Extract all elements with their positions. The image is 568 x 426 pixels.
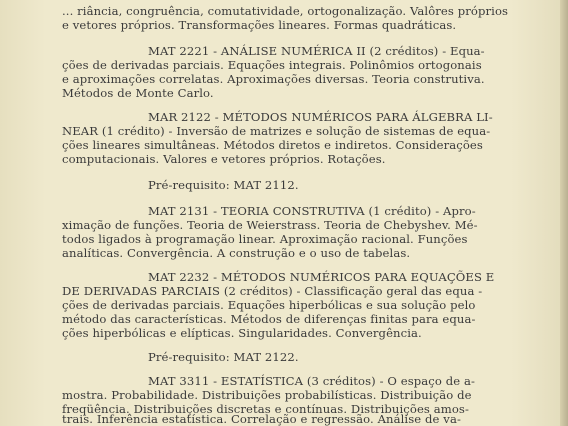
text-line: DE DERIVADAS PARCIAIS (2 créditos) - Classificação geral das equa - <box>62 284 483 298</box>
text-line: ções de derivadas parciais. Equações integrais. Polinômios ortogonais <box>62 58 482 72</box>
text-line: analíticas. Convergência. A construção e o uso de tabelas. <box>62 246 411 260</box>
text-line: NEAR (1 crédito) - Inversão de matrizes e solução de sistemas de equa- <box>62 124 491 138</box>
page-edge <box>560 0 568 426</box>
text-line: computacionais. Valores e vetores próprios. Rotações. <box>62 152 386 166</box>
text-line: todos ligados à programação linear. Aproximação racional. Funções <box>62 232 468 246</box>
text-line: ções hiperbólicas e elípticas. Singularidades. Convergência. <box>62 326 422 340</box>
course-heading: MAT 2131 - TEORIA CONSTRUTIVA (1 crédito) - Apro- <box>148 204 476 218</box>
text-line: e vetores próprios. Transformações lineares. Formas quadráticas. <box>62 18 457 32</box>
text-line: ximação de funções. Teoria de Weierstrass. Teoria de Chebyshev. Mé- <box>62 218 478 232</box>
prerequisite: Pré-requisito: MAT 2112. <box>148 178 299 192</box>
course-heading: MAR 2122 - MÉTODOS NUMÉRICOS PARA ÁLGEBRA LI- <box>148 110 493 124</box>
text-line: ções lineares simultâneas. Métodos diretos e indiretos. Considerações <box>62 138 483 152</box>
text-line: e aproximações correlatas. Aproximações diversas. Teoria construtiva. <box>62 72 485 86</box>
prerequisite: Pré-requisito: MAT 2122. <box>148 350 299 364</box>
text-line: freqüência. Distribuições discretas e contínuas. Distribuições amos- <box>62 402 470 416</box>
course-heading: MAT 3311 - ESTATÍSTICA (3 créditos) - O espaço de a- <box>148 374 476 388</box>
course-heading: MAT 2232 - MÉTODOS NUMÉRICOS PARA EQUAÇÕES E <box>148 270 495 284</box>
text-line: Métodos de Monte Carlo. <box>62 86 214 100</box>
text-line: ções de derivadas parciais. Equações hiperbólicas e sua solução pelo <box>62 298 476 312</box>
course-heading: MAT 2221 - ANÁLISE NUMÉRICA II (2 créditos) - Equa- <box>148 44 485 58</box>
text-line: mostra. Probabilidade. Distribuições probabilísticas. Distribuição de <box>62 388 472 402</box>
text-line: método das características. Métodos de diferenças finitas para equa- <box>62 312 476 326</box>
text-line: ... riância, congruência, comutatividade, ortogonalização. Valôres próprios <box>62 4 509 18</box>
text-line: trais. Inferência estatística. Correlação e regressão. Análise de va- <box>62 412 461 426</box>
